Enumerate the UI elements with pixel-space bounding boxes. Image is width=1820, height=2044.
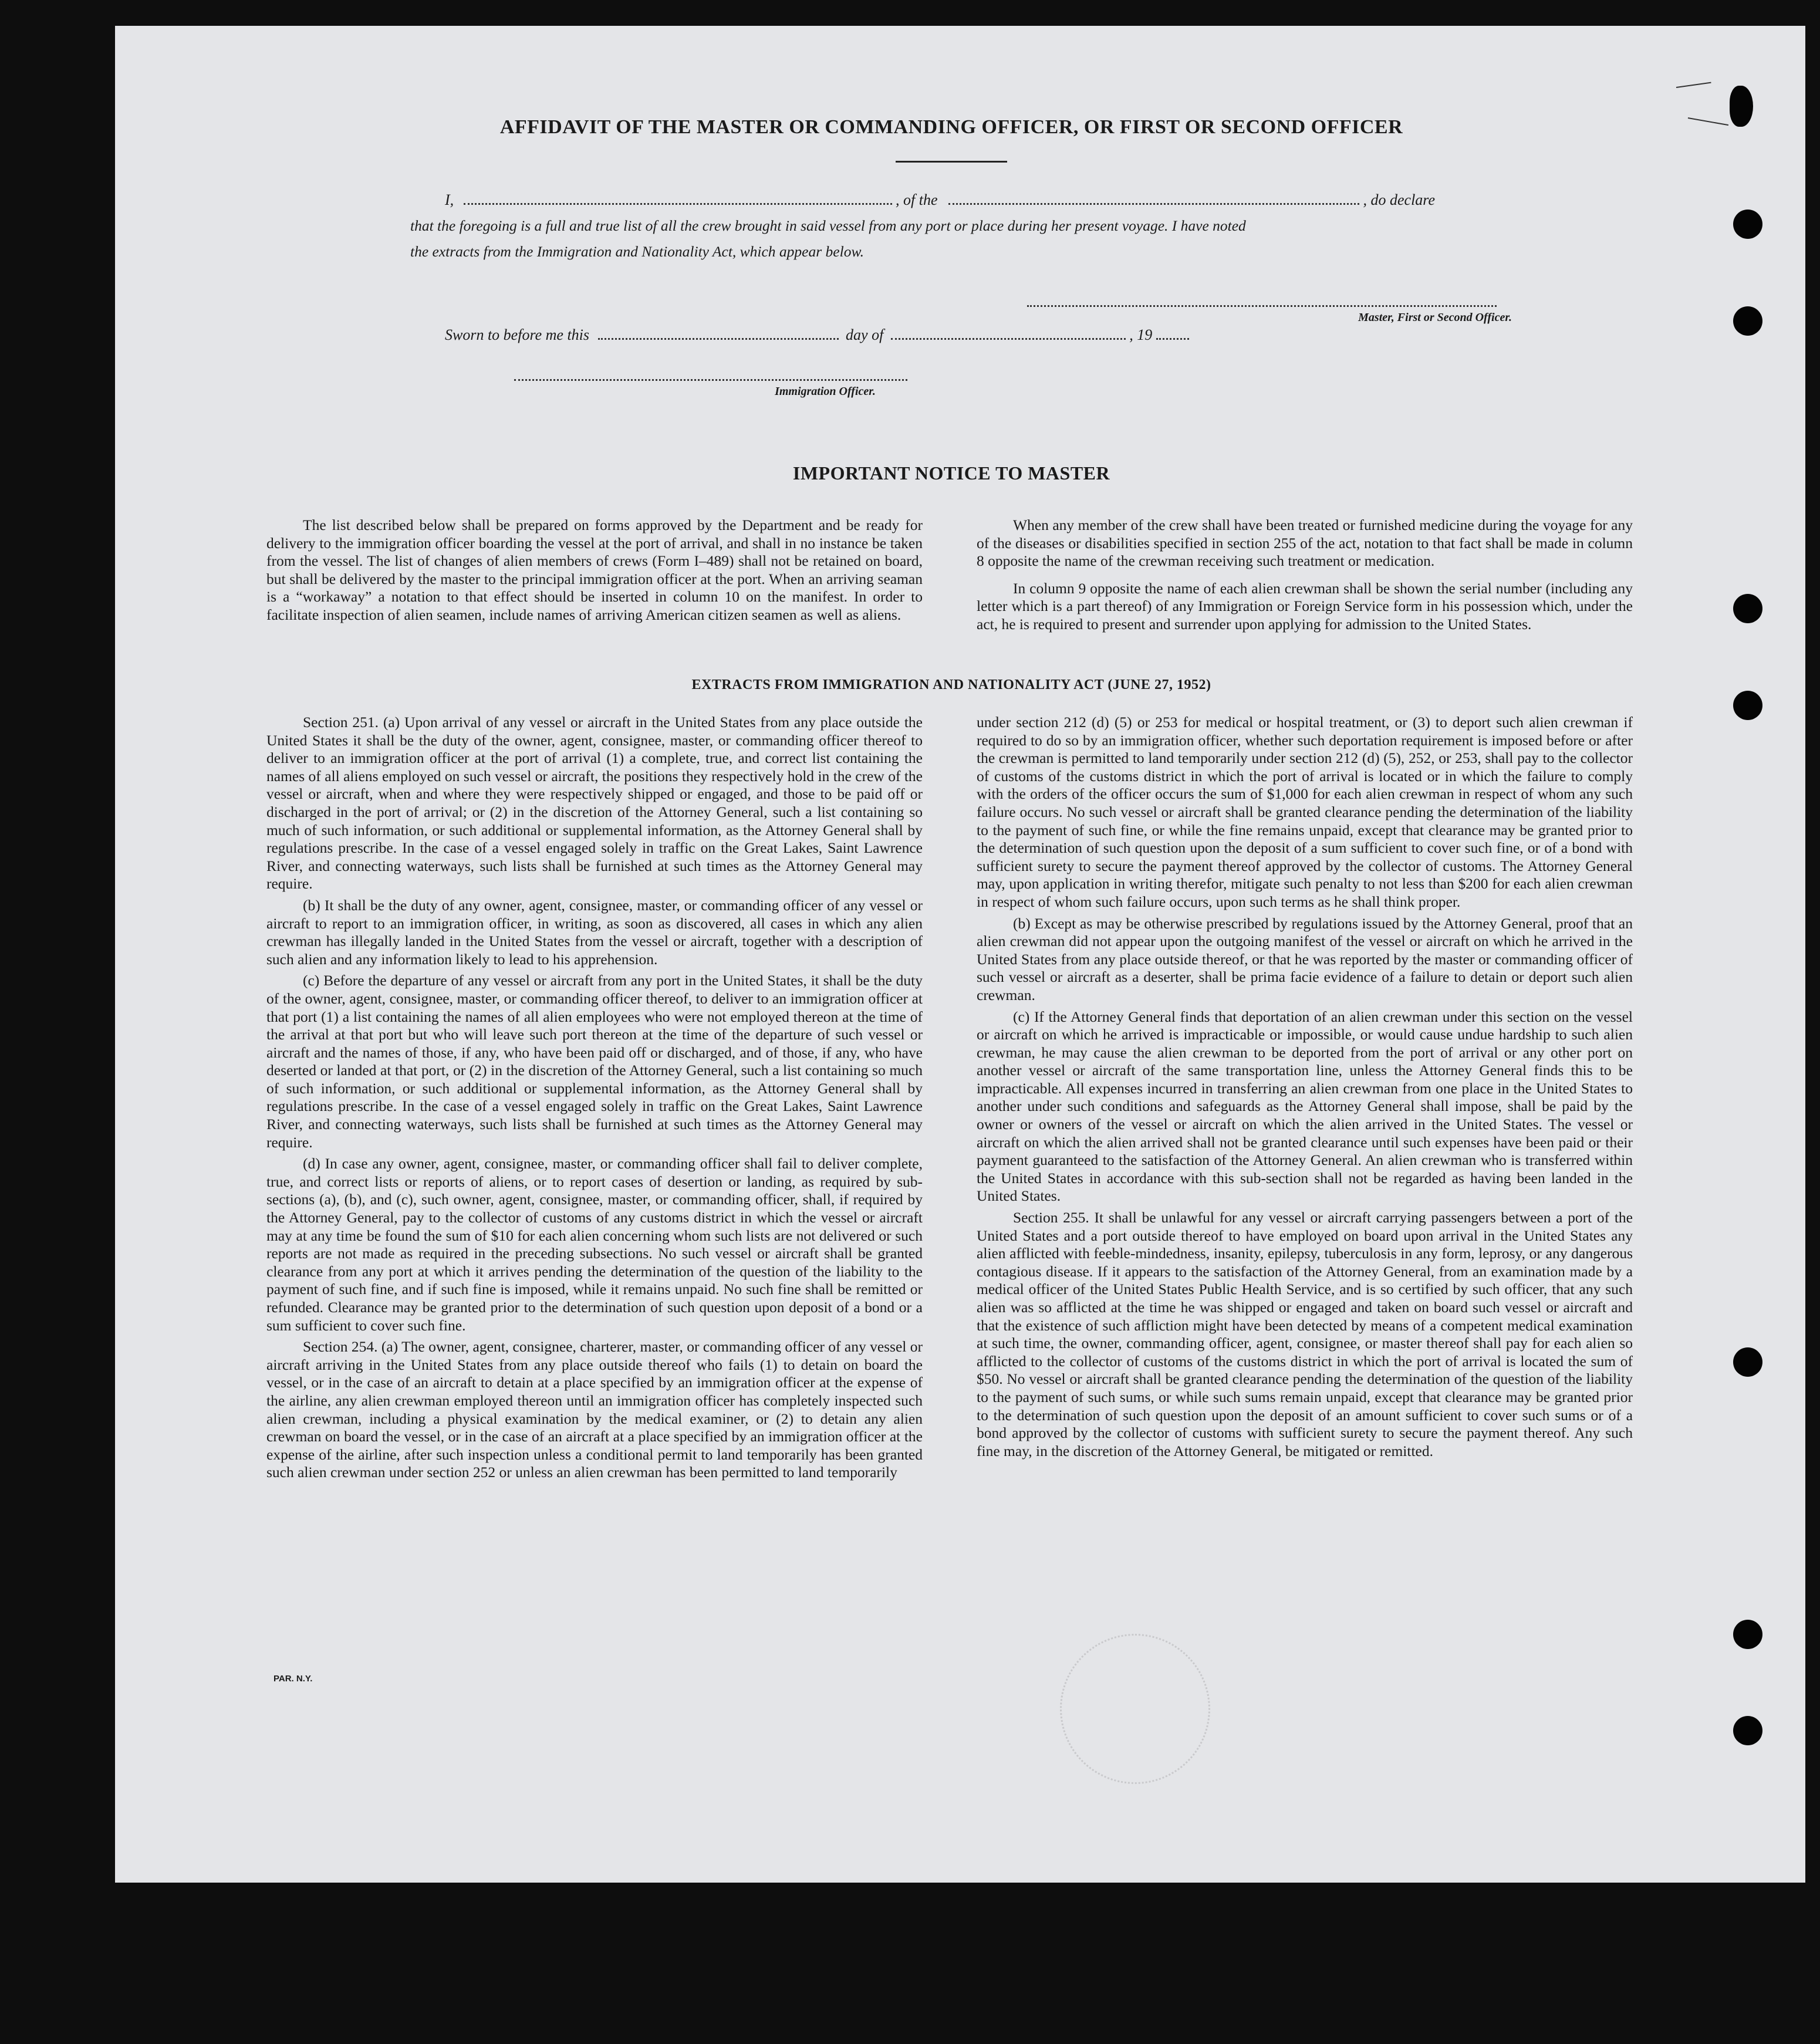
act-section-paragraph: (c) If the Attorney General finds that deportation of an alien crewman under this section on the vessel or aircraft on which he arrived is impracticable or impossible, or would cause undue hardship to such alien crewman, he may cause the alien crewman to be deported from the port of arrival or any other port on another vessel or aircraft of the same transportation line, unless the Attorney General finds this to be impracticable. All expenses incurred in transferring an alien crewman from one place in the United States to another under such conditions and safeguards as the Attorney General shall impose, shall be paid by the owner or owners of the vessel or aircraft on which the alien arrived in the United States. The vessel or aircraft on which the alien arrived shall not be granted clearance until such expenses have been paid or their payment guaranteed to the satisfaction of the Attorney General. An alien crewman who is transferred within the United States in accordance with this sub-section shall not be regarded as having been landed in the United States. [977,1008,1633,1205]
binder-hole [1733,1620,1762,1649]
officer-signature-caption: Immigration Officer. [775,385,876,398]
binder-hole [1733,594,1762,623]
act-section-paragraph: (b) Except as may be otherwise prescribed by regulations issued by the Attorney General, proof that an alien crewman did not appear upon the outgoing manifest of the vessel or aircraft on which he arrived in the United States from any place outside thereof, or that he was reported by the master or commanding officer of such vessel or aircraft as a deserter, shall be prima facie evidence of a failure to detain or deport such alien crewman. [977,914,1633,1004]
pen-mark [1676,82,1711,88]
notice-right-column [977,516,1633,643]
binder-hole [1733,1347,1762,1377]
faint-stamp [1060,1634,1210,1784]
declaration-line [445,191,1625,209]
vessel-field[interactable] [948,191,1359,205]
notice-paragraph: The list described below shall be prepared on forms approved by the Department and be ready for delivery to the immigration officer boarding the vessel at the port of arrival, and shall in no instance be taken from the vessel. The list of changes of alien members of crews (Form I–489) shall not be retained on board, but shall be delivered by the master to the principal immigration officer at the port. When an arriving seaman is a “workaway” a notation to that effect should be inserted in column 10 on the manifest. In order to facilitate inspection of alien seamen, include names of arriving American citizen seamen as well as aliens. [266,516,923,623]
declaration-text-2: the extracts from the Immigration and Nationality Act, which appear below. [410,243,864,260]
name-field[interactable] [464,191,892,205]
master-signature-line[interactable] [1027,305,1497,307]
declaration-text-1: that the foregoing is a full and true list of all the crew brought in said vessel from any port or place during her present voyage. I have noted [410,217,1246,234]
master-signature-caption: Master, First or Second Officer. [1358,311,1512,324]
of-the-label: , of the [896,191,938,208]
act-section-paragraph: under section 212 (d) (5) or 253 for medical or hospital treatment, or (3) to deport such alien crewman if required to do so by an immigration officer, whether such deportation requirement is imposed before or after the crewman is permitted to land temporarily under section 212 (d) (5), 252, or 253, shall pay to the collector of customs of the customs district in which the port of arrival is located or in which the failure to comply with the orders of the officer occurs the sum of $1,000 for each alien crewman in respect of whom any such failure occurs. No such vessel or aircraft shall be granted clearance pending the determination of the liability to the payment of such fine, or while the fine remains unpaid, except that clearance may be granted prior to the determination of such question upon the deposit of a sum sufficient to cover such fine, or of a bond with sufficient surety to secure the payment thereof approved by the collector of customs. The Attorney General may, upon application in writing therefor, mitigate such penalty to not less than $200 for each alien crewman in respect of whom such failure occurs, upon such terms as he shall think proper. [977,714,1633,910]
act-section-paragraph: (c) Before the departure of any vessel or aircraft from any port in the United States, it shall be the duty of the owner, agent, consignee, master, or commanding officer thereof, to deliver to an immigration officer at that port (1) a list containing the names of all alien employees who were not employed thereon at the time of the arrival at that port but who will leave such port thereon at the time of the departure of such vessel or aircraft and the names of those, if any, who have been paid off or discharged, and of those, if any, who have deserted or landed at that port, or (2) in the discretion of the Attorney General, such a list containing so much of such information, or such additional or supplemental information, as the Attorney General shall by regulations prescribe. In the case of a vessel engaged solely in traffic on the Great Lakes, Saint Lawrence River, and connecting waterways, such lists shall be furnished at such times as the Attorney General may require. [266,972,923,1151]
affidavit-title: AFFIDAVIT OF THE MASTER OR COMMANDING OFFICER, OR FIRST OR SECOND OFFICER [499,116,1403,138]
officer-signature-line[interactable] [514,379,907,381]
binder-hole [1733,210,1762,239]
day-of-label: day of [846,326,884,343]
notice-paragraph: In column 9 opposite the name of each alien crewman shall be shown the serial number (including any letter which is a part thereof) of any Immigration or Foreign Service form in his possession which, under the act, he is required to present and surrender upon applying for admission to the United States. [977,579,1633,633]
extracts-left-column [266,714,923,1485]
extracts-title: EXTRACTS FROM IMMIGRATION AND NATIONALITY ACT (JUNE 27, 1952) [691,677,1211,692]
sworn-label: Sworn to before me this [445,326,590,343]
sworn-line [445,326,1267,344]
act-section-paragraph: Section 254. (a) The owner, agent, consignee, charterer, master, or commanding officer of any vessel or aircraft arriving in the United States from any place outside thereof who fails (1) to detain on board the vessel, or in the case of an aircraft to detain at a place specified by an immigration officer at the expense of the airline, any alien crewman employed thereon until an immigration officer has completely inspected such alien crewman, including a physical examination by the medical examiner, or (2) to detain any alien crewman on board the vessel, or in the case of an aircraft at a place specified by an immigration officer at the expense of the airline, after such inspection unless a conditional permit to land temporarily has been granted such alien crewman under section 252 or unless an alien crewman has been permitted to land temporarily [266,1338,923,1481]
act-section-paragraph: Section 255. It shall be unlawful for any vessel or aircraft carrying passengers between a port of the United States and a port outside thereof to have employed on board upon arrival in the United States any alien afflicted with feeble-mindedness, insanity, epilepsy, tuberculosis in any form, leprosy, or any dangerous contagious disease. If it appears to the satisfaction of the Attorney General, from an examination made by a medical officer of the United States Public Health Service, and is so certified by such officer, that any such alien was so afflicted at the time he was shipped or engaged and taken on board such vessel or aircraft and that the existence of such affliction might have been detected by means of a competent medical examination at such time, the owner, commanding officer, agent, consignee, or master thereof shall pay for each alien so afflicted to the collector of customs of the customs district in which the port of arrival is located the sum of $50. No vessel or aircraft shall be granted clearance pending the determination of the question of the liability to the payment of such sums, or while such sums remain unpaid, except that clearance may be granted prior to the determination of such question upon the deposit of an amount sufficient to cover such sums or of a bond approved by the collector of customs with sufficient surety to secure the payment thereof. Any such fine may, in the discretion of the Attorney General, be mitigated or remitted. [977,1209,1633,1459]
notice-paragraph: When any member of the crew shall have been treated or furnished medicine during the voyage for any of the diseases or disabilities specified in section 255 of the act, notation to that fact shall be made in column 8 opposite the name of the crewman receiving such treatment or medication. [977,516,1633,570]
do-declare-label: , do declare [1363,191,1435,208]
extracts-right-column [977,714,1633,1464]
printer-mark: PAR. N.Y. [273,1674,313,1684]
notice-left-column [266,516,923,634]
binder-hole [1733,1716,1762,1745]
document-page [115,26,1805,1883]
sworn-month-field[interactable] [891,326,1126,340]
act-section-paragraph: (d) In case any owner, agent, consignee, master, or commanding officer shall fail to deliver complete, true, and correct lists or reports of aliens, or to report cases of desertion or landing, as required by sub-sections (a), (b), and (c), such owner, agent, consignee, master, or commanding officer, shall, if required by the Attorney General, pay to the collector of customs of any customs district in which the vessel or aircraft may at any time be found the sum of $10 for each alien concerning whom such lists are not delivered or such reports are not made as required in the preceding subsections. No such vessel or aircraft shall be granted clearance from any port at which it arrives pending the determination of the question of the liability to the payment of such fine, and if such fine is imposed, while it remains unpaid. No such fine shall be remitted or refunded. Clearance may be granted prior to the determination of such question upon deposit of a bond or a sum sufficient to cover such fine. [266,1155,923,1334]
sworn-year-field[interactable] [1156,326,1189,340]
act-section-paragraph: (b) It shall be the duty of any owner, agent, consignee, master, or commanding officer of any vessel or aircraft to report to an immigration officer, in writing, as soon as discovered, all cases in which any alien crewman has illegally landed in the United States from the vessel or aircraft, together with a description of such alien and any information likely to lead to his apprehension. [266,896,923,968]
i-label: I, [445,191,454,208]
title-rule [896,161,1007,163]
act-section-paragraph: Section 251. (a) Upon arrival of any vessel or aircraft in the United States from any place outside the United States it shall be the duty of the owner, agent, consignee, master, or commanding officer thereof to deliver to an immigration officer at the port of arrival (1) a complete, true, and correct list containing the names of all aliens employed on such vessel or aircraft, the positions they respectively hold in the crew of the vessel or aircraft, when and where they were respectively shipped or engaged, and those to be paid off or discharged in the port of arrival; or (2) in the discretion of the Attorney General, such a list containing so much of such information, or such additional or supplemental information, as the Attorney General shall by regulations prescribe. In the case of a vessel engaged solely in traffic on the Great Lakes, Saint Lawrence River, and connecting waterways, such lists shall be furnished at such times as the Attorney General may require. [266,714,923,893]
notice-title: IMPORTANT NOTICE TO MASTER [792,462,1110,484]
year-label: , 19 [1129,326,1153,343]
binder-hole [1733,306,1762,336]
sworn-day-field[interactable] [598,326,839,340]
binder-hole [1733,691,1762,720]
